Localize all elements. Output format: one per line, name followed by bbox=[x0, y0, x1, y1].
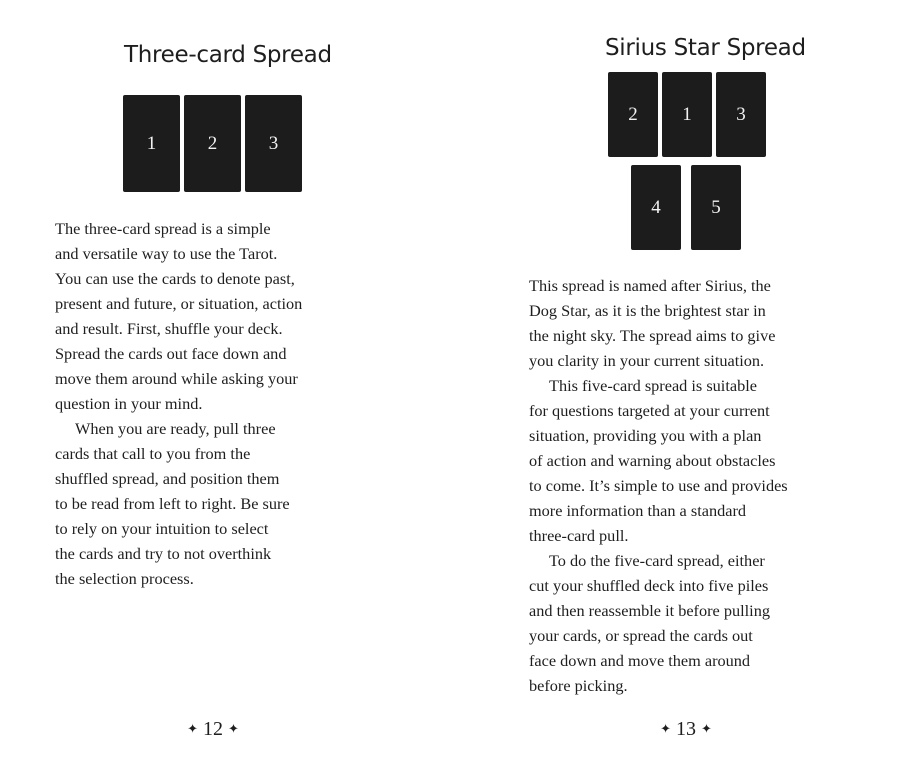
text-line: for questions targeted at your current bbox=[529, 401, 770, 420]
text-line: move them around while asking your bbox=[55, 369, 298, 388]
tarot-card: 4 bbox=[631, 165, 681, 250]
page-title: Sirius Star Spread bbox=[605, 35, 806, 61]
text-line: This spread is named after Sirius, the bbox=[529, 276, 771, 295]
page-number bbox=[173, 718, 253, 741]
text-line: more information than a standard bbox=[529, 501, 747, 520]
page-number bbox=[646, 718, 726, 741]
text-line: before picking. bbox=[529, 676, 628, 695]
text-line: and result. First, shuffle your deck. bbox=[55, 319, 283, 338]
text-line: The three-card spread is a simple bbox=[55, 219, 271, 238]
text-line: the night sky. The spread aims to give bbox=[529, 326, 776, 345]
text-line: face down and move them around bbox=[529, 651, 751, 670]
text-line: This five-card spread is suitable bbox=[549, 376, 757, 395]
page-number-value: 13 bbox=[676, 718, 696, 740]
text-line: the selection process. bbox=[55, 569, 194, 588]
diamond-ornament-icon: ✦ bbox=[660, 722, 671, 737]
tarot-card: 3 bbox=[245, 95, 302, 192]
text-line: You can use the cards to denote past, bbox=[55, 269, 295, 288]
text-line: To do the five-card spread, either bbox=[549, 551, 765, 570]
text-line: to rely on your intuition to select bbox=[55, 519, 269, 538]
text-line: you clarity in your current situation. bbox=[529, 351, 765, 370]
text-line: to be read from left to right. Be sure bbox=[55, 494, 290, 513]
page-title: Three-card Spread bbox=[124, 42, 332, 68]
tarot-card: 3 bbox=[716, 72, 766, 157]
text-line: and versatile way to use the Tarot. bbox=[55, 244, 278, 263]
text-line: present and future, or situation, action bbox=[55, 294, 303, 313]
text-line: of action and warning about obstacles bbox=[529, 451, 776, 470]
tarot-card: 5 bbox=[691, 165, 741, 250]
text-line: Dog Star, as it is the brightest star in bbox=[529, 301, 766, 320]
text-line: three-card pull. bbox=[529, 526, 629, 545]
body-text bbox=[529, 273, 869, 698]
text-line: the cards and try to not overthink bbox=[55, 544, 272, 563]
text-line: cut your shuffled deck into five piles bbox=[529, 576, 769, 595]
tarot-card: 2 bbox=[608, 72, 658, 157]
text-line: cards that call to you from the bbox=[55, 444, 251, 463]
tarot-card: 2 bbox=[184, 95, 241, 192]
diamond-ornament-icon: ✦ bbox=[187, 722, 198, 737]
tarot-card: 1 bbox=[123, 95, 180, 192]
diamond-ornament-icon: ✦ bbox=[228, 722, 239, 737]
text-line: situation, providing you with a plan bbox=[529, 426, 762, 445]
text-line: question in your mind. bbox=[55, 394, 203, 413]
body-text bbox=[55, 216, 385, 591]
text-line: Spread the cards out face down and bbox=[55, 344, 287, 363]
text-line: When you are ready, pull three bbox=[75, 419, 276, 438]
text-line: and then reassemble it before pulling bbox=[529, 601, 770, 620]
text-line: your cards, or spread the cards out bbox=[529, 626, 753, 645]
tarot-card: 1 bbox=[662, 72, 712, 157]
text-line: to come. It’s simple to use and provides bbox=[529, 476, 788, 495]
diamond-ornament-icon: ✦ bbox=[701, 722, 712, 737]
right-page bbox=[450, 0, 900, 767]
page-number-value: 12 bbox=[203, 718, 223, 740]
text-line: shuffled spread, and position them bbox=[55, 469, 280, 488]
